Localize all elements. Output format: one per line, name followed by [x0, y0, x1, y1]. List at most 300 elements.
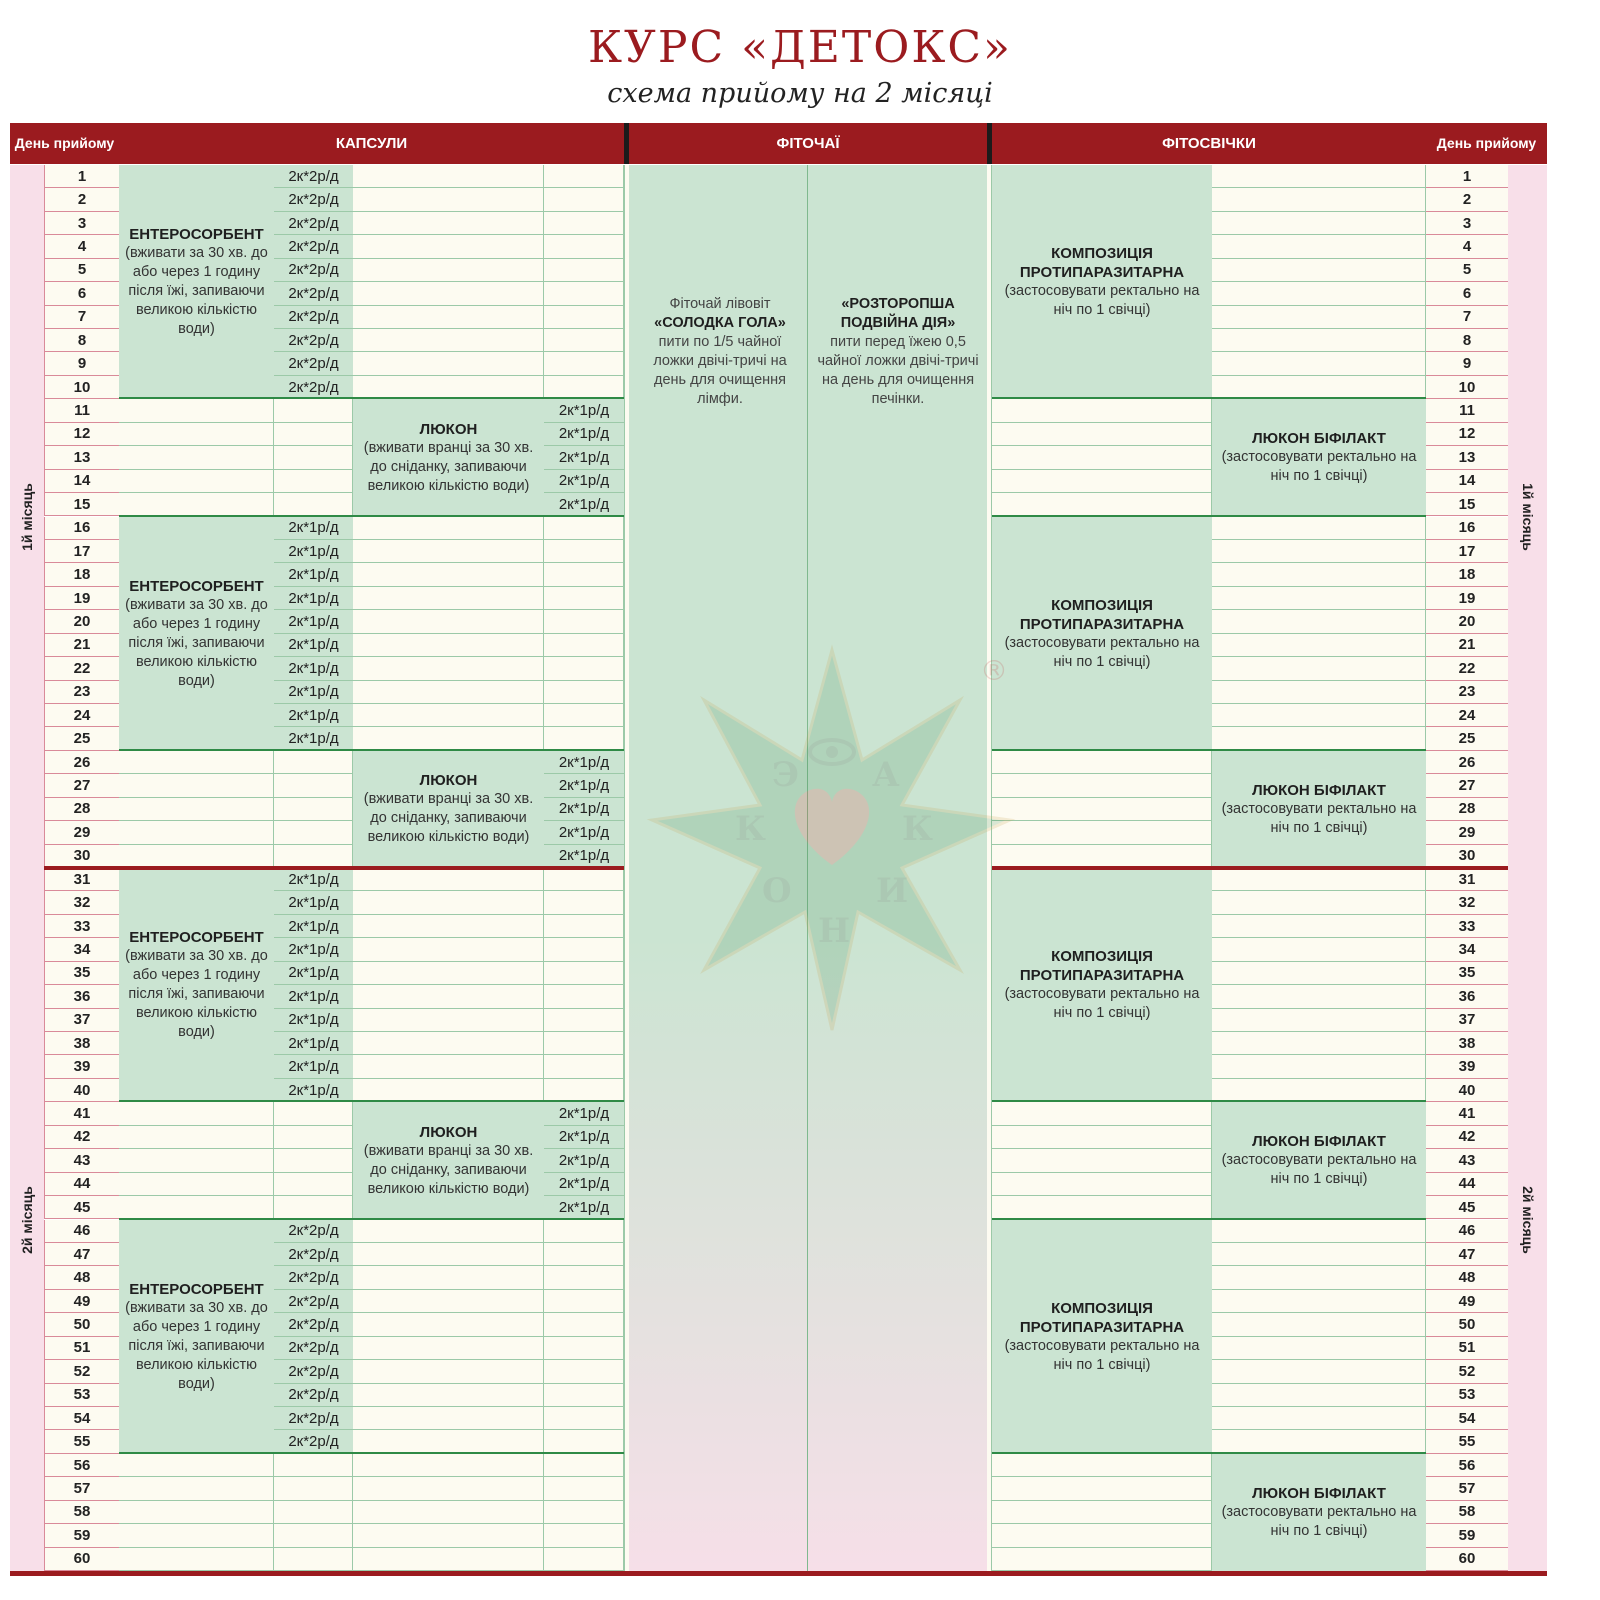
empty-cell — [353, 1243, 544, 1266]
day-number-right: 38 — [1426, 1032, 1508, 1055]
dosage-cell: 2к*2р/д — [274, 1384, 353, 1407]
day-number-left: 30 — [44, 845, 119, 868]
empty-cell — [274, 1126, 353, 1149]
empty-cell — [544, 681, 624, 704]
dosage-cell: 2к*1р/д — [544, 446, 624, 469]
empty-cell — [353, 1477, 544, 1500]
day-number-right: 20 — [1426, 610, 1508, 633]
day-number-right: 46 — [1426, 1220, 1508, 1243]
empty-cell — [119, 1524, 274, 1547]
day-number-right: 3 — [1426, 212, 1508, 235]
empty-cell — [1212, 352, 1426, 375]
day-number-right: 2 — [1426, 188, 1508, 211]
dosage-cell: 2к*2р/д — [274, 165, 353, 188]
empty-cell — [353, 563, 544, 586]
day-number-left: 11 — [44, 399, 119, 422]
day-number-left: 21 — [44, 634, 119, 657]
dosage-cell: 2к*2р/д — [274, 306, 353, 329]
enterosorbent-block — [119, 517, 274, 751]
tea-solodka-instructions: пити по 1/5 чайної ложки двічі-тричі на день для очищення лімфи. — [653, 334, 787, 407]
empty-cell — [1212, 1313, 1426, 1336]
lukon-block — [353, 751, 544, 868]
day-number-right: 6 — [1426, 282, 1508, 305]
day-number-right: 8 — [1426, 329, 1508, 352]
dosage-cell: 2к*1р/д — [274, 634, 353, 657]
empty-cell — [1212, 634, 1426, 657]
empty-cell — [353, 634, 544, 657]
day-number-left: 8 — [44, 329, 119, 352]
empty-cell — [353, 1430, 544, 1453]
empty-cell — [544, 259, 624, 282]
empty-cell — [544, 634, 624, 657]
empty-cell — [274, 1501, 353, 1524]
bifilakt-block — [1212, 1454, 1426, 1571]
day-number-left: 57 — [44, 1477, 119, 1500]
empty-cell — [1212, 1009, 1426, 1032]
empty-cell — [353, 1548, 544, 1571]
dosage-cell: 2к*2р/д — [274, 329, 353, 352]
day-number-right: 48 — [1426, 1266, 1508, 1289]
empty-cell — [353, 517, 544, 540]
empty-cell — [544, 1243, 624, 1266]
header-capsules: КАПСУЛИ — [119, 123, 624, 164]
day-number-left: 7 — [44, 306, 119, 329]
empty-cell — [353, 165, 544, 188]
empty-cell — [274, 1477, 353, 1500]
day-number-left: 22 — [44, 657, 119, 680]
month-separator — [987, 866, 1547, 870]
composition-instructions: (застосовувати ректально на ніч по 1 свічці) — [1004, 634, 1200, 670]
day-number-left: 16 — [44, 517, 119, 540]
empty-cell — [274, 1524, 353, 1547]
empty-cell — [353, 1360, 544, 1383]
empty-cell — [992, 1548, 1212, 1571]
empty-cell — [353, 1337, 544, 1360]
dosage-cell: 2к*2р/д — [274, 376, 353, 399]
empty-cell — [353, 1524, 544, 1547]
empty-cell — [1212, 868, 1426, 891]
empty-cell — [544, 962, 624, 985]
lukon-instructions: (вживати вранці за 30 хв. до сніданку, запиваючи великою кількістю води) — [363, 439, 534, 494]
day-number-left: 4 — [44, 235, 119, 258]
empty-cell — [274, 493, 353, 516]
empty-cell — [353, 1290, 544, 1313]
empty-cell — [992, 470, 1212, 493]
empty-cell — [353, 704, 544, 727]
dosage-cell: 2к*2р/д — [274, 1313, 353, 1336]
empty-cell — [353, 1501, 544, 1524]
dosage-cell: 2к*1р/д — [274, 1009, 353, 1032]
empty-cell — [544, 915, 624, 938]
composition-name: КОМПОЗИЦІЯ ПРОТИПАРАЗИТАРНА — [1019, 596, 1185, 633]
empty-cell — [992, 845, 1212, 868]
empty-cell — [544, 1501, 624, 1524]
empty-cell — [544, 657, 624, 680]
day-number-left: 56 — [44, 1454, 119, 1477]
day-number-right: 28 — [1426, 798, 1508, 821]
day-number-right: 30 — [1426, 845, 1508, 868]
month-label-left-2: 2й місяць — [10, 868, 44, 1571]
lukon-block — [353, 1102, 544, 1219]
empty-cell — [544, 1009, 624, 1032]
watermark-letter: Э — [772, 755, 800, 795]
empty-cell — [544, 306, 624, 329]
day-number-right: 47 — [1426, 1243, 1508, 1266]
day-number-left: 19 — [44, 587, 119, 610]
empty-cell — [353, 985, 544, 1008]
empty-cell — [544, 1313, 624, 1336]
dosage-cell: 2к*1р/д — [544, 1149, 624, 1172]
empty-cell — [544, 1290, 624, 1313]
empty-cell — [544, 1430, 624, 1453]
day-number-right: 41 — [1426, 1102, 1508, 1125]
dosage-cell: 2к*2р/д — [274, 1407, 353, 1430]
day-number-right: 10 — [1426, 376, 1508, 399]
day-number-left: 52 — [44, 1360, 119, 1383]
dosage-cell: 2к*1р/д — [274, 915, 353, 938]
day-number-left: 34 — [44, 938, 119, 961]
dosage-cell: 2к*2р/д — [274, 212, 353, 235]
empty-cell — [353, 1407, 544, 1430]
empty-cell — [1212, 1220, 1426, 1243]
day-number-right: 4 — [1426, 235, 1508, 258]
empty-cell — [353, 915, 544, 938]
empty-cell — [992, 493, 1212, 516]
day-number-left: 29 — [44, 821, 119, 844]
empty-cell — [544, 587, 624, 610]
dosage-cell: 2к*1р/д — [274, 657, 353, 680]
day-number-right: 36 — [1426, 985, 1508, 1008]
bifilakt-name: ЛЮКОН БІФІЛАКТ — [1252, 1133, 1386, 1151]
day-number-left: 25 — [44, 727, 119, 750]
empty-cell — [353, 282, 544, 305]
empty-cell — [1212, 1243, 1426, 1266]
day-number-right: 33 — [1426, 915, 1508, 938]
composition-block — [992, 165, 1212, 399]
day-number-left: 54 — [44, 1407, 119, 1430]
dosage-cell: 2к*1р/д — [274, 563, 353, 586]
day-number-right: 24 — [1426, 704, 1508, 727]
day-number-left: 36 — [44, 985, 119, 1008]
empty-cell — [1212, 1079, 1426, 1102]
dosage-cell: 2к*1р/д — [544, 1126, 624, 1149]
empty-cell — [992, 1126, 1212, 1149]
empty-cell — [1212, 915, 1426, 938]
empty-cell — [544, 1337, 624, 1360]
watermark-letter: К — [735, 809, 766, 849]
empty-cell — [1212, 727, 1426, 750]
day-number-left: 51 — [44, 1337, 119, 1360]
day-number-left: 48 — [44, 1266, 119, 1289]
day-number-left: 35 — [44, 962, 119, 985]
day-number-left: 39 — [44, 1055, 119, 1078]
empty-cell — [992, 1501, 1212, 1524]
dosage-cell: 2к*2р/д — [274, 1360, 353, 1383]
empty-cell — [1212, 657, 1426, 680]
empty-cell — [274, 1196, 353, 1219]
empty-cell — [274, 399, 353, 422]
day-number-right: 18 — [1426, 563, 1508, 586]
watermark-letter: А — [872, 755, 900, 795]
dosage-cell: 2к*1р/д — [544, 845, 624, 868]
day-number-left: 1 — [44, 165, 119, 188]
day-number-left: 20 — [44, 610, 119, 633]
empty-cell — [1212, 1032, 1426, 1055]
header-day-left: День прийому — [10, 123, 119, 164]
empty-cell — [544, 985, 624, 1008]
day-number-left: 42 — [44, 1126, 119, 1149]
day-number-left: 50 — [44, 1313, 119, 1336]
dosage-cell: 2к*1р/д — [544, 1102, 624, 1125]
empty-cell — [353, 681, 544, 704]
header-teas: ФІТОЧАЇ — [629, 123, 987, 164]
dosage-cell: 2к*1р/д — [274, 962, 353, 985]
empty-cell — [544, 1454, 624, 1477]
day-number-right: 50 — [1426, 1313, 1508, 1336]
bifilakt-instructions: (застосовувати ректально на ніч по 1 свічці) — [1221, 1503, 1417, 1539]
day-number-right: 60 — [1426, 1548, 1508, 1571]
empty-cell — [119, 821, 274, 844]
enterosorbent-instructions: (вживати за 30 хв. до або через 1 годину після їжі, запиваючи великою кількістю води) — [125, 245, 268, 338]
empty-cell — [1212, 587, 1426, 610]
bifilakt-instructions: (застосовувати ректально на ніч по 1 свічці) — [1221, 449, 1417, 485]
dosage-cell: 2к*1р/д — [274, 704, 353, 727]
dosage-cell: 2к*1р/д — [274, 868, 353, 891]
day-number-left: 15 — [44, 493, 119, 516]
header-candles: ФІТОСВІЧКИ — [992, 123, 1426, 164]
day-number-right: 32 — [1426, 891, 1508, 914]
empty-cell — [119, 1501, 274, 1524]
enterosorbent-instructions: (вживати за 30 хв. до або через 1 годину після їжі, запиваючи великою кількістю води) — [125, 948, 268, 1041]
dosage-cell: 2к*1р/д — [274, 985, 353, 1008]
tea-rostoropsha — [812, 295, 984, 409]
empty-cell — [544, 188, 624, 211]
empty-cell — [274, 751, 353, 774]
day-number-right: 15 — [1426, 493, 1508, 516]
enterosorbent-name: ЕНТЕРОСОРБЕНТ — [129, 577, 264, 595]
empty-cell — [119, 845, 274, 868]
empty-cell — [353, 962, 544, 985]
day-number-right: 59 — [1426, 1524, 1508, 1547]
dosage-cell: 2к*1р/д — [544, 470, 624, 493]
empty-cell — [544, 165, 624, 188]
empty-cell — [353, 610, 544, 633]
empty-cell — [274, 446, 353, 469]
dosage-cell: 2к*1р/д — [544, 423, 624, 446]
dosage-cell: 2к*1р/д — [274, 540, 353, 563]
day-number-left: 6 — [44, 282, 119, 305]
page-subtitle: схема прийому на 2 місяці — [607, 78, 993, 109]
day-number-left: 12 — [44, 423, 119, 446]
day-number-left: 38 — [44, 1032, 119, 1055]
day-number-right: 16 — [1426, 517, 1508, 540]
empty-cell — [544, 517, 624, 540]
enterosorbent-block — [119, 868, 274, 1102]
day-number-left: 26 — [44, 751, 119, 774]
dosage-cell: 2к*1р/д — [274, 517, 353, 540]
empty-cell — [544, 235, 624, 258]
dosage-cell: 2к*1р/д — [544, 1173, 624, 1196]
empty-cell — [274, 1173, 353, 1196]
empty-cell — [544, 212, 624, 235]
day-number-right: 23 — [1426, 681, 1508, 704]
empty-cell — [544, 282, 624, 305]
day-number-left: 17 — [44, 540, 119, 563]
tea-solodka-gola — [640, 295, 800, 409]
day-number-left: 2 — [44, 188, 119, 211]
empty-cell — [544, 1477, 624, 1500]
day-number-right: 34 — [1426, 938, 1508, 961]
day-number-right: 39 — [1426, 1055, 1508, 1078]
month-label-right-1: 1й місяць — [1508, 165, 1547, 868]
enterosorbent-name: ЕНТЕРОСОРБЕНТ — [129, 1280, 264, 1298]
day-number-left: 47 — [44, 1243, 119, 1266]
empty-cell — [992, 423, 1212, 446]
tea-solodka-name: «СОЛОДКА ГОЛА» — [654, 315, 786, 331]
empty-cell — [274, 1149, 353, 1172]
empty-cell — [992, 446, 1212, 469]
empty-cell — [544, 1266, 624, 1289]
empty-cell — [992, 1454, 1212, 1477]
empty-cell — [544, 891, 624, 914]
empty-cell — [1212, 329, 1426, 352]
empty-cell — [353, 306, 544, 329]
empty-cell — [353, 891, 544, 914]
empty-cell — [1212, 1055, 1426, 1078]
day-number-right: 37 — [1426, 1009, 1508, 1032]
day-number-right: 11 — [1426, 399, 1508, 422]
empty-cell — [353, 657, 544, 680]
empty-cell — [353, 1454, 544, 1477]
empty-cell — [119, 470, 274, 493]
empty-cell — [353, 259, 544, 282]
day-number-right: 19 — [1426, 587, 1508, 610]
empty-cell — [119, 1454, 274, 1477]
empty-cell — [1212, 235, 1426, 258]
dosage-cell: 2к*2р/д — [274, 352, 353, 375]
day-number-left: 10 — [44, 376, 119, 399]
dosage-cell: 2к*2р/д — [274, 235, 353, 258]
empty-cell — [353, 868, 544, 891]
empty-cell — [1212, 704, 1426, 727]
day-number-right: 56 — [1426, 1454, 1508, 1477]
empty-cell — [353, 352, 544, 375]
day-number-left: 60 — [44, 1548, 119, 1571]
empty-cell — [1212, 1407, 1426, 1430]
empty-cell — [1212, 563, 1426, 586]
empty-cell — [544, 938, 624, 961]
empty-cell — [353, 587, 544, 610]
empty-cell — [1212, 891, 1426, 914]
dosage-cell: 2к*1р/д — [274, 1055, 353, 1078]
empty-cell — [353, 376, 544, 399]
day-number-right: 26 — [1426, 751, 1508, 774]
empty-cell — [992, 821, 1212, 844]
day-number-right: 1 — [1426, 165, 1508, 188]
empty-cell — [1212, 517, 1426, 540]
day-number-left: 59 — [44, 1524, 119, 1547]
empty-cell — [544, 329, 624, 352]
page-title: КУРС «ДЕТОКС» — [588, 22, 1012, 73]
dosage-cell: 2к*1р/д — [544, 821, 624, 844]
lukon-instructions: (вживати вранці за 30 хв. до сніданку, запиваючи великою кількістю води) — [363, 1142, 534, 1197]
composition-instructions: (застосовувати ректально на ніч по 1 свічці) — [1004, 283, 1200, 319]
empty-cell — [544, 1524, 624, 1547]
empty-cell — [119, 774, 274, 797]
empty-cell — [119, 1477, 274, 1500]
empty-cell — [353, 212, 544, 235]
day-number-left: 33 — [44, 915, 119, 938]
day-number-left: 55 — [44, 1430, 119, 1453]
day-number-left: 31 — [44, 868, 119, 891]
day-number-right: 25 — [1426, 727, 1508, 750]
empty-cell — [544, 1360, 624, 1383]
header-day-right: День прийому — [1426, 123, 1547, 164]
empty-cell — [1212, 610, 1426, 633]
enterosorbent-name: ЕНТЕРОСОРБЕНТ — [129, 226, 264, 244]
day-number-right: 52 — [1426, 1360, 1508, 1383]
empty-cell — [544, 704, 624, 727]
empty-cell — [1212, 1384, 1426, 1407]
empty-cell — [353, 188, 544, 211]
tea-rostoropsha-instructions: пити перед їжею 0,5 чайної ложки двічі-тричі на день для очищення печінки. — [817, 334, 979, 407]
day-number-left: 13 — [44, 446, 119, 469]
dosage-cell: 2к*1р/д — [544, 1196, 624, 1219]
empty-cell — [119, 423, 274, 446]
dosage-cell: 2к*1р/д — [544, 774, 624, 797]
empty-cell — [119, 1149, 274, 1172]
empty-cell — [1212, 1266, 1426, 1289]
empty-cell — [992, 1102, 1212, 1125]
day-number-left: 32 — [44, 891, 119, 914]
day-number-left: 40 — [44, 1079, 119, 1102]
day-number-right: 14 — [1426, 470, 1508, 493]
enterosorbent-block — [119, 1220, 274, 1454]
empty-cell — [274, 1454, 353, 1477]
empty-cell — [544, 727, 624, 750]
empty-cell — [544, 1384, 624, 1407]
empty-cell — [274, 821, 353, 844]
dosage-cell: 2к*2р/д — [274, 1290, 353, 1313]
day-number-right: 29 — [1426, 821, 1508, 844]
empty-cell — [1212, 962, 1426, 985]
lukon-name: ЛЮКОН — [419, 420, 478, 438]
empty-cell — [119, 1173, 274, 1196]
empty-cell — [1212, 540, 1426, 563]
empty-cell — [274, 1548, 353, 1571]
watermark-letter: И — [876, 871, 909, 911]
day-number-right: 35 — [1426, 962, 1508, 985]
empty-cell — [353, 1009, 544, 1032]
bifilakt-block — [1212, 399, 1426, 516]
lukon-block — [353, 399, 544, 516]
watermark-letter: Н — [818, 911, 851, 951]
day-number-left: 9 — [44, 352, 119, 375]
empty-cell — [992, 1477, 1212, 1500]
day-number-right: 55 — [1426, 1430, 1508, 1453]
empty-cell — [119, 1126, 274, 1149]
day-number-right: 51 — [1426, 1337, 1508, 1360]
empty-cell — [992, 1149, 1212, 1172]
day-number-left: 43 — [44, 1149, 119, 1172]
day-number-right: 42 — [1426, 1126, 1508, 1149]
tea-solodka-line1: Фіточай лівовіт — [669, 296, 771, 312]
empty-cell — [1212, 306, 1426, 329]
empty-cell — [544, 1548, 624, 1571]
dosage-cell: 2к*2р/д — [274, 1243, 353, 1266]
composition-name: КОМПОЗИЦІЯ ПРОТИПАРАЗИТАРНА — [1019, 948, 1185, 985]
empty-cell — [353, 540, 544, 563]
